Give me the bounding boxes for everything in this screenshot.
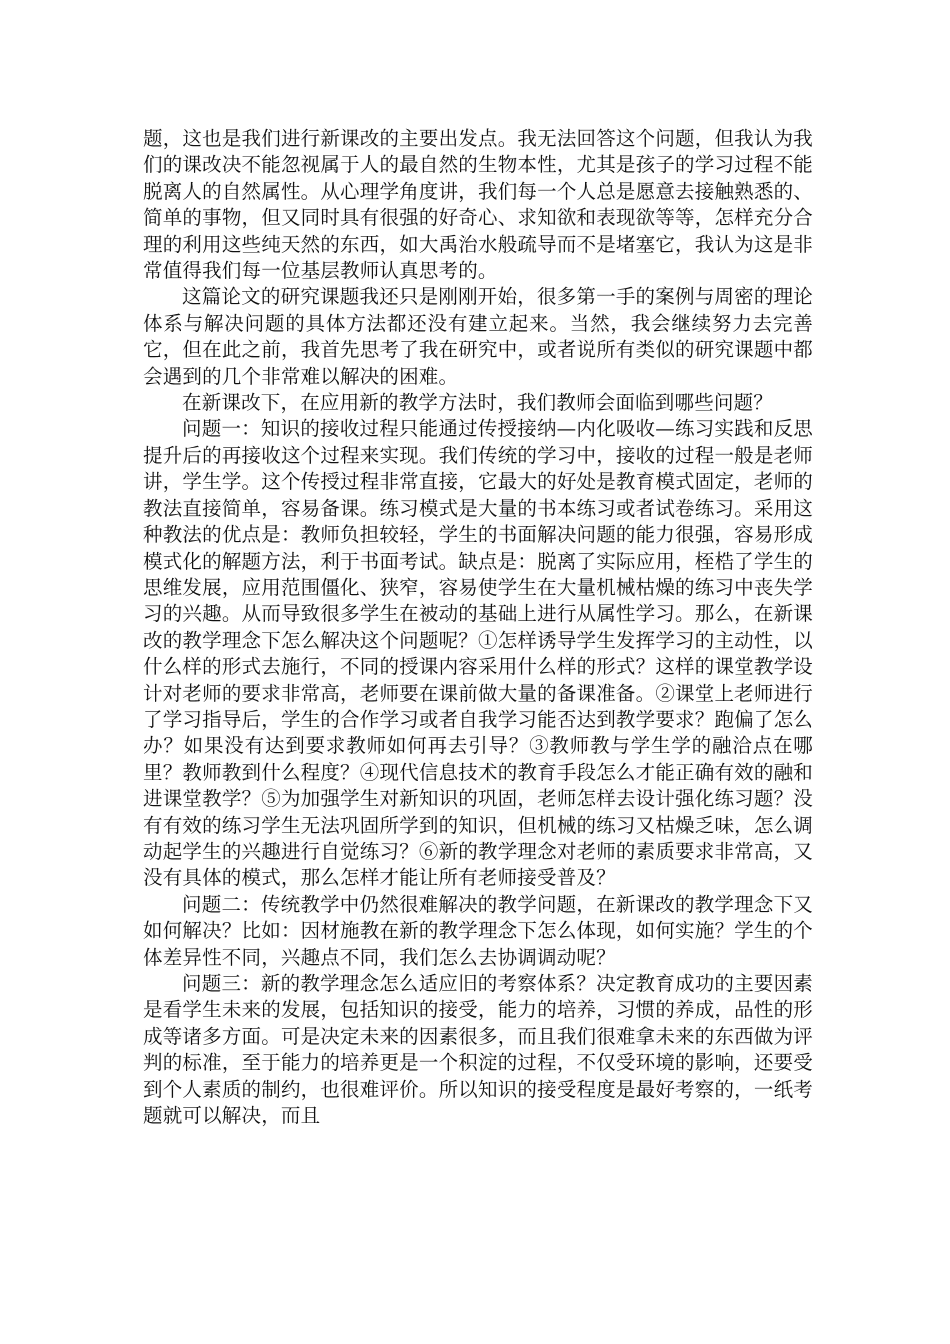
paragraph-question-lead: 在新课改下，在应用新的教学方法时，我们教师会面临到哪些问题？ [182, 391, 774, 415]
paragraph-continuation: 题，这也是我们进行新课改的主要出发点。我无法回答这个问题，但我认为我们的课改决不能忽视属于人的最自然的生物本性，尤其是孩子的学习过程不能脱离人的自然属性。从心理学角度讲，我们每一个人总是愿意去接触熟悉的、简单的事物，但又同时具有很强的好奇心、求知欲和表现欲等等，怎样充分合理的利用这些纯天然的东西，如大禹治水般疏导而不是堵塞它，我认为这是非常值得我们每一位基层教师认真思考的。 [143, 127, 813, 283]
document-body [143, 126, 813, 1129]
paragraph-problem-two: 问题二：传统教学中仍然很难解决的教学问题，在新课改的教学理念下又如何解决？比如：因材施教在新的教学理念下怎么体现，如何实施？学生的个体差异性不同，兴趣点不同，我们怎么去协调调动呢？ [143, 892, 813, 969]
paragraph-problem-three: 问题三：新的教学理念怎么适应旧的考察体系？决定教育成功的主要因素是看学生未来的发展，包括知识的接受，能力的培养，习惯的养成，品性的形成等诸多方面。可是决定未来的因素很多，而且我们很难拿未来的东西做为评判的标准，至于能力的培养更是一个积淀的过程，不仅受环境的影响，还要受到个人素质的制约，也很难评价。所以知识的接受程度是最好考察的，一纸考题就可以解决，而且 [143, 972, 813, 1128]
paragraph-problem-one: 问题一：知识的接收过程只能通过传授接纳—内化吸收—练习实践和反思提升后的再接收这个过程来实现。我们传统的学习中，接收的过程一般是老师讲，学生学。这个传授过程非常直接，它最大的好处是教育模式固定，老师的教法直接简单，容易备课。练习模式是大量的书本练习或者试卷练习。采用这种教法的优点是：教师负担较轻，学生的书面解决问题的能力很强，容易形成模式化的解题方法，利于书面考试。缺点是：脱离了实际应用，桎梏了学生的思维发展，应用范围僵化、狭窄，容易使学生在大量机械枯燥的练习中丧失学习的兴趣。从而导致很多学生在被动的基础上进行从属性学习。那么，在新课改的教学理念下怎么解决这个问题呢？①怎样诱导学生发挥学习的主动性，以什么样的形式去施行，不同的授课内容采用什么样的形式？这样的课堂教学设计对老师的要求非常高，老师要在课前做大量的备课准备。②课堂上老师进行了学习指导后，学生的合作学习或者自我学习能否达到教学要求？跑偏了怎么办？如果没有达到要求教师如何再去引导？③教师教与学生学的融洽点在哪里？教师教到什么程度？④现代信息技术的教育手段怎么才能正确有效的融和进课堂教学？⑤为加强学生对新知识的巩固，老师怎样去设计强化练习题？没有有效的练习学生无法巩固所学到的知识，但机械的练习又枯燥乏味，怎么调动起学生的兴趣进行自觉练习？⑥新的教学理念对老师的素质要求非常高，又没有具体的模式，那么怎样才能让所有老师接受普及？ [143, 417, 813, 890]
paragraph-research-intro: 这篇论文的研究课题我还只是刚刚开始，很多第一手的案例与周密的理论体系与解决问题的具体方法都还没有建立起来。当然，我会继续努力去完善它，但在此之前，我首先思考了我在研究中，或者说所有类似的研究课题中都会遇到的几个非常难以解决的困难。 [143, 285, 813, 388]
